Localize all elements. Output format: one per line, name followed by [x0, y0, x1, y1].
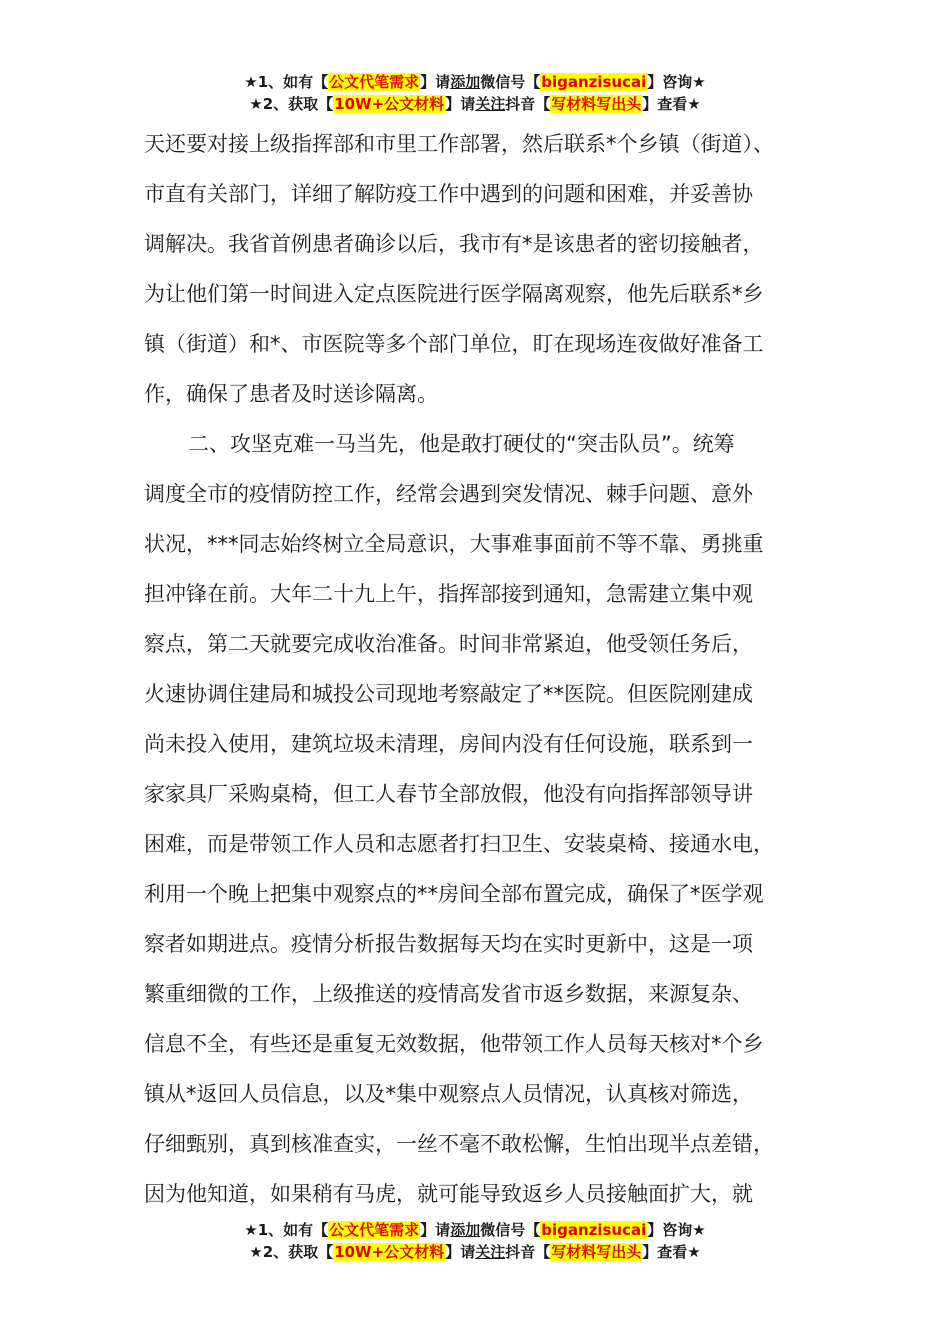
body-line: 为让他们第一时间进入定点医院进行医学隔离观察，他先后联系*乡 — [144, 282, 764, 306]
body-line: 因为他知道，如果稍有马虎，就可能导致返乡人员接触面扩大，就 — [144, 1182, 753, 1206]
body-line: 状况，***同志始终树立全局意识，大事难事面前不等不靠、勇挑重 — [144, 532, 764, 556]
body-line: 火速协调住建局和城投公司现地考察敲定了**医院。但医院刚建成 — [144, 682, 753, 706]
promo-line-1: ★1、如有【公文代笔需求】请添加微信号【biganzisucai】咨询★ — [244, 1221, 706, 1239]
body-line: 天还要对接上级指挥部和市里工作部署，然后联系*个乡镇（街道）、 — [144, 132, 774, 156]
body-line: 困难，而是带领工作人员和志愿者打扫卫生、安装桌椅、接通水电， — [144, 832, 774, 856]
body-line: 镇（街道）和*、市医院等多个部门单位，盯在现场连夜做好准备工 — [144, 332, 764, 356]
body-line: 仔细甄别，真到核准查实，一丝不毫不敢松懈，生怕出现半点差错， — [144, 1132, 774, 1156]
underline-add: 添加 — [450, 73, 481, 91]
body-line: 家家具厂采购桌椅，但工人春节全部放假，他没有向指挥部领导讲 — [144, 782, 753, 806]
body-line: 调解决。我省首例患者确诊以后，我市有*是该患者的密切接触者， — [144, 232, 764, 256]
body-line: 市直有关部门，详细了解防疫工作中遇到的问题和困难，并妥善协 — [144, 182, 753, 206]
promo-line-1: ★1、如有【公文代笔需求】请添加微信号【biganzisucai】咨询★ — [244, 73, 706, 91]
body-line: 调度全市的疫情防控工作，经常会遇到突发情况、棘手问题、意外 — [144, 482, 753, 506]
body-line: 尚未投入使用，建筑垃圾未清理，房间内没有任何设施，联系到一 — [144, 732, 753, 756]
underline-add: 添加 — [450, 1221, 481, 1239]
promo-line-2: ★2、获取【10W+公文材料】请关注抖音【写材料写出头】查看★ — [249, 1243, 701, 1261]
body-line: 察点，第二天就要完成收治准备。时间非常紧迫，他受领任务后， — [144, 632, 753, 656]
body-line: 担冲锋在前。大年二十九上午，指挥部接到通知，急需建立集中观 — [144, 582, 753, 606]
highlight-service: 公文代笔需求 — [329, 73, 420, 91]
body-line: 利用一个晚上把集中观察点的**房间全部布置完成，确保了*医学观 — [144, 882, 764, 906]
section-heading-line: 二、攻坚克难一马当先，他是敢打硬仗的“突击队员”。统筹 — [188, 432, 735, 456]
body-line: 信息不全，有些还是重复无效数据，他带领工作人员每天核对*个乡 — [144, 1032, 764, 1056]
highlight-douyin: 写材料写出头 — [551, 1243, 642, 1261]
highlight-wechat-id: biganzisucai — [541, 1221, 647, 1239]
body-line: 繁重细微的工作，上级推送的疫情高发省市返乡数据，来源复杂、 — [144, 982, 753, 1006]
highlight-douyin: 写材料写出头 — [551, 95, 642, 113]
underline-follow: 关注 — [475, 95, 506, 113]
highlight-service: 公文代笔需求 — [329, 1221, 420, 1239]
highlight-materials: 10W+公文材料 — [334, 1243, 445, 1261]
body-line: 作，确保了患者及时送诊隔离。 — [144, 382, 438, 406]
underline-follow: 关注 — [475, 1243, 506, 1261]
bottom-promo-banner — [0, 1219, 950, 1263]
body-line: 镇从*返回人员信息，以及*集中观察点人员情况，认真核对筛选， — [144, 1082, 753, 1106]
document-body — [144, 119, 824, 1219]
body-line: 察者如期进点。疫情分析报告数据每天均在实时更新中，这是一项 — [144, 932, 753, 956]
top-promo-banner — [0, 71, 950, 115]
highlight-wechat-id: biganzisucai — [541, 73, 647, 91]
highlight-materials: 10W+公文材料 — [334, 95, 445, 113]
promo-line-2: ★2、获取【10W+公文材料】请关注抖音【写材料写出头】查看★ — [249, 95, 701, 113]
